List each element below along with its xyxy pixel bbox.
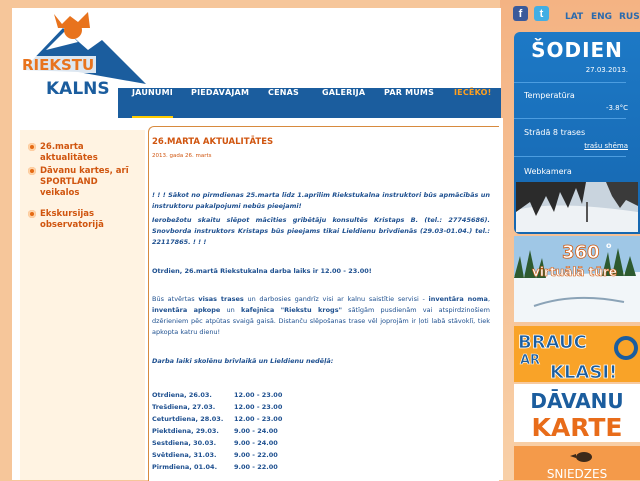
schedule-day: Svētdiena, 31.03. <box>152 451 217 459</box>
schedule-row <box>152 427 352 435</box>
school-text-1: BRAUC <box>518 332 587 353</box>
schedule-row <box>152 451 352 459</box>
text-span: un darbosies gandrīz visi ar kalnu saistītie servisi - <box>243 295 429 303</box>
left-sidebar <box>20 130 145 480</box>
twitter-icon[interactable]: t <box>534 6 549 21</box>
schedule-hours: 9.00 - 24.00 <box>234 427 278 435</box>
main-navigation <box>118 88 501 118</box>
text-span-bold: inventāra apkope <box>152 306 221 314</box>
schedule-hours: 9.00 - 22.00 <box>234 451 278 459</box>
sidebar-item-label: 26.marta aktualitātes <box>40 142 98 163</box>
sidebar-item-aktualitates[interactable] <box>28 142 140 164</box>
virtual-tour-banner[interactable] <box>514 236 640 322</box>
text-span: un <box>220 306 242 314</box>
divider <box>514 82 626 83</box>
nav-piedavajam[interactable]: PIEDĀVĀJAM <box>191 88 250 97</box>
article-date: 2013. gada 26. marts <box>152 153 212 159</box>
schedule-day: Otrdiena, 26.03. <box>152 391 212 399</box>
schedule-title: Darba laiki skolēnu brīvlaikā un Lieldienu nedēļā: <box>152 357 334 365</box>
logo-text-kalns: KALNS <box>46 79 110 99</box>
schedule-row <box>152 439 352 447</box>
gift-text-2: KARTE <box>531 413 623 442</box>
article-title: 26.MARTA AKTUALITĀTES <box>152 137 274 147</box>
school-text-2: AR <box>520 353 541 368</box>
temperature-value: -3.8°C <box>605 104 628 112</box>
lang-rus[interactable]: RUS <box>619 12 640 22</box>
today-heading: ŠODIEN <box>531 38 623 62</box>
text-span-bold: inventāra noma <box>428 295 488 303</box>
schedule-row <box>152 403 352 411</box>
schedule-day: Sestdiena, 30.03. <box>152 439 217 447</box>
tour-number: 360 <box>562 242 600 263</box>
lang-eng[interactable]: ENG <box>591 12 613 22</box>
main-area <box>12 118 503 480</box>
text-span-bold: kafejnīca "Riekstu krogs" <box>241 306 342 314</box>
text-span-bold: visas trases <box>198 295 244 303</box>
weather-panel <box>514 32 640 234</box>
logo-mascot-shape <box>54 12 90 28</box>
text-span: , <box>487 295 491 303</box>
schedule-row <box>152 415 352 423</box>
nav-par-mums[interactable]: PAR MUMS <box>384 88 435 97</box>
text-span: sātīgām pusdienām vai atspirdzinošiem dzērieniem pēc atpūtas svaigā gaisā. Distanču slēpošanas trase vēl joprojām ir ļoti labā stāvoklī, tiek apkopta katru dienu! <box>152 306 490 336</box>
sidebar-item-label: Ekskursijas observatorijā <box>40 209 104 230</box>
school-text-3: KLASI! <box>550 362 618 382</box>
gift-text-1: DĀVANU <box>530 389 624 413</box>
nav-cenas[interactable]: CENAS <box>268 88 299 97</box>
facebook-icon[interactable]: f <box>513 6 528 21</box>
partner-banner[interactable] <box>514 446 640 480</box>
webcam-label: Webkamera <box>524 167 572 176</box>
bullet-icon <box>28 210 36 218</box>
nav-galerija[interactable]: GALERIJA <box>322 88 366 97</box>
temperature-label: Temperatūra <box>524 91 575 100</box>
schedule-row <box>152 391 352 399</box>
logo-text-riekstu: RIEKSTU <box>22 56 95 74</box>
text-span: Būs atvērtas <box>152 295 199 303</box>
partner-text: SNIEDZES <box>546 467 608 480</box>
schedule-day: Piektdiena, 29.03. <box>152 427 219 435</box>
schedule-row <box>152 463 352 471</box>
tracks-label: Strādā 8 trases <box>524 128 586 137</box>
bullet-icon <box>28 143 36 151</box>
sidebar-item-label: Dāvanu kartes, arī SPORTLAND veikalos <box>40 166 129 198</box>
webcam-image[interactable] <box>516 182 638 232</box>
sidebar-item-davanu-kartes[interactable] <box>28 166 140 199</box>
track-map-link[interactable]: trašu shēma <box>584 142 628 150</box>
divider <box>514 118 626 119</box>
nav-jaunumi[interactable]: JAUNUMI <box>132 88 173 118</box>
school-trip-banner[interactable] <box>514 326 640 382</box>
schedule-hours: 12.00 - 23.00 <box>234 415 283 423</box>
article-paragraph-4 <box>152 294 490 338</box>
schedule-day: Ceturtdiena, 28.03. <box>152 415 224 423</box>
bullet-icon <box>28 167 36 175</box>
article-paragraph-2: Ierobežotu skaitu slēpot mācīties gribētāju konsultēs Kristaps B. (tel.: 27745686). Snovborda instruktors Kristaps būs pieejams tikai Lieldienu brīvdienās (29.03-01.04.) tel.: 22117865. ! ! ! <box>152 216 490 246</box>
gift-card-banner[interactable] <box>514 384 640 442</box>
tour-text: virtuālā tūre <box>532 265 617 279</box>
tour-degree: o <box>606 241 612 250</box>
article-content <box>148 126 499 481</box>
sidebar-item-ekskursijas[interactable] <box>28 209 140 231</box>
schedule-day: Pirmdiena, 01.04. <box>152 463 218 471</box>
schedule-hours: 12.00 - 23.00 <box>234 391 283 399</box>
lang-lat[interactable]: LAT <box>565 12 584 22</box>
schedule-hours: 9.00 - 22.00 <box>234 463 278 471</box>
today-date: 27.03.2013. <box>585 66 628 74</box>
schedule-day: Trešdiena, 27.03. <box>152 403 216 411</box>
schedule-hours: 12.00 - 23.00 <box>234 403 283 411</box>
divider <box>514 156 626 157</box>
riekstu-kalns-logo[interactable] <box>18 10 148 100</box>
nav-iececko[interactable]: IECĒKO! <box>454 88 492 97</box>
article-paragraph-3: Otrdien, 26.martā Riekstukalna darba laiks ir 12.00 - 23.00! <box>152 267 372 275</box>
schedule-hours: 9.00 - 24.00 <box>234 439 278 447</box>
article-paragraph-1: ! ! ! Sākot no pirmdienas 25.marta līdz 1.aprīlim Riekstukalna instruktori būs apmācībās un instruktoru pakalpojumi nebūs pieejami! <box>152 191 490 210</box>
